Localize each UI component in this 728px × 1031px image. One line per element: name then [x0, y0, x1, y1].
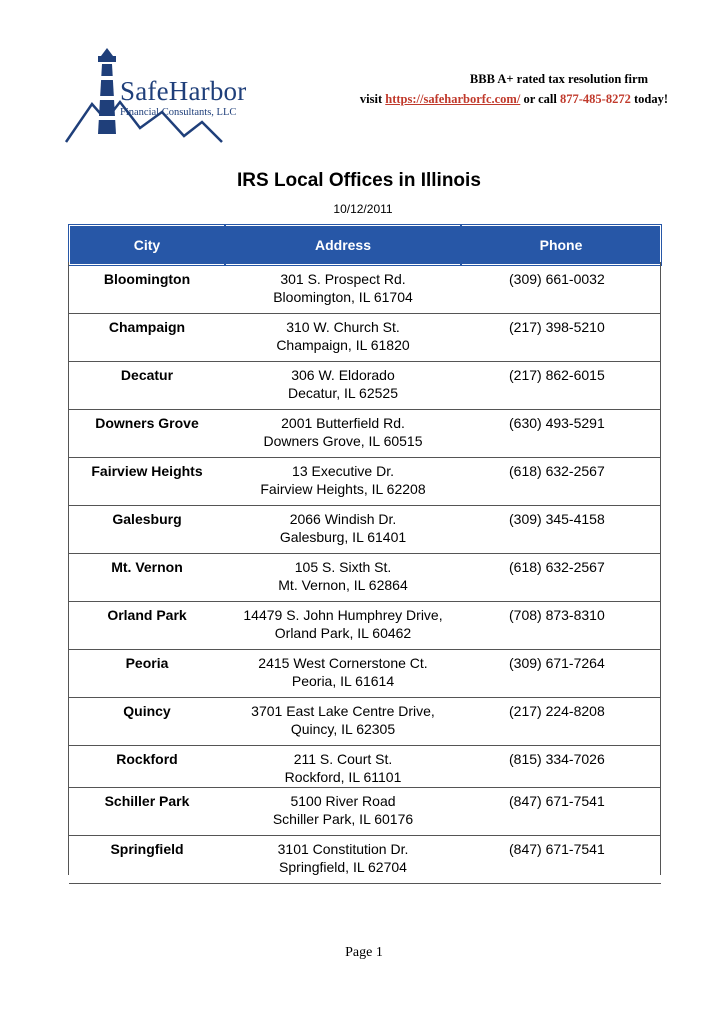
table-row: [69, 361, 661, 409]
cell-phone: (309) 671-7264: [461, 649, 661, 697]
address-line-2: Mt. Vernon, IL 62864: [278, 576, 408, 593]
table-row: [69, 835, 661, 883]
cell-city: Orland Park: [69, 601, 225, 649]
address-line-2: Downers Grove, IL 60515: [263, 432, 423, 449]
address-line-2: Quincy, IL 62305: [290, 720, 396, 737]
column-header-address: Address: [225, 225, 461, 265]
cell-phone: (708) 873-8310: [461, 601, 661, 649]
cell-address: [225, 313, 461, 361]
cell-address: [225, 265, 461, 313]
website-link[interactable]: https://safeharborfc.com/: [385, 92, 521, 106]
document-date: 10/12/2011: [333, 202, 393, 216]
table-body: [69, 265, 661, 883]
cell-address: [225, 697, 461, 745]
address-line-1: 310 W. Church St.: [286, 318, 400, 335]
address-line-2: Fairview Heights, IL 62208: [260, 480, 426, 497]
address-line-2: Peoria, IL 61614: [291, 672, 395, 689]
cell-address: [225, 505, 461, 553]
cell-address: [225, 457, 461, 505]
table-row: [69, 745, 661, 787]
cell-phone: (217) 862-6015: [461, 361, 661, 409]
cell-phone: (618) 632-2567: [461, 457, 661, 505]
address-line-1: 5100 River Road: [290, 792, 396, 809]
address-line-2: Schiller Park, IL 60176: [272, 810, 414, 827]
address-line-1: 2001 Butterfield Rd.: [281, 414, 405, 431]
cell-phone: (217) 224-8208: [461, 697, 661, 745]
cell-city: Decatur: [69, 361, 225, 409]
cell-address: [225, 835, 461, 883]
address-line-1: 2415 West Cornerstone Ct.: [258, 654, 428, 671]
address-line-2: Bloomington, IL 61704: [273, 289, 413, 305]
address-line-2: Decatur, IL 62525: [287, 384, 398, 401]
table-row: [69, 697, 661, 745]
cell-address: [225, 649, 461, 697]
offices-table: [68, 224, 662, 884]
cell-address: [225, 553, 461, 601]
table-row: [69, 409, 661, 457]
logo-name-harbor: Harbor: [168, 76, 247, 106]
address-line-1: 3101 Constitution Dr.: [277, 840, 409, 857]
logo-subtitle: Financial Consultants, LLC: [120, 107, 237, 118]
visit-prefix: visit: [359, 92, 383, 106]
table-row: [69, 787, 661, 835]
cell-phone: (630) 493-5291: [461, 409, 661, 457]
cell-phone: (309) 345-4158: [461, 505, 661, 553]
address-line-2: Galesburg, IL 61401: [279, 528, 407, 545]
table-row: [69, 505, 661, 553]
address-line-2: Orland Park, IL 60462: [274, 624, 412, 641]
table-header-row: [69, 225, 661, 265]
address-line-1: 2066 Windish Dr.: [289, 510, 397, 527]
logo-name-safe: Safe: [120, 76, 169, 106]
cell-address: [225, 787, 461, 835]
cell-city: Quincy: [69, 697, 225, 745]
cell-address: [225, 601, 461, 649]
cell-city: Fairview Heights: [69, 457, 225, 505]
table-row: [69, 553, 661, 601]
address-line-2: Rockford, IL 61101: [284, 768, 402, 785]
cell-city: Mt. Vernon: [69, 553, 225, 601]
address-line-1: 301 S. Prospect Rd.: [280, 271, 406, 287]
cell-city: Galesburg: [69, 505, 225, 553]
address-line-1: 211 S. Court St.: [293, 750, 393, 767]
cell-phone: (847) 671-7541: [461, 835, 661, 883]
cell-phone: (217) 398-5210: [461, 313, 661, 361]
address-line-1: 13 Executive Dr.: [292, 462, 394, 479]
cell-address: [225, 409, 461, 457]
header-phone: 877-485-8272: [560, 92, 631, 106]
column-header-city: City: [69, 225, 225, 265]
address-line-1: 3701 East Lake Centre Drive,: [251, 702, 435, 719]
table-row: [69, 601, 661, 649]
cell-city: Schiller Park: [69, 787, 225, 835]
cell-address: [225, 361, 461, 409]
table-row: [69, 457, 661, 505]
call-text: or call: [523, 92, 557, 106]
page-title: IRS Local Offices in Illinois: [237, 170, 481, 191]
cell-phone: (815) 334-7026: [461, 745, 661, 787]
cell-city: Champaign: [69, 313, 225, 361]
cell-phone: (309) 661-0032: [461, 265, 661, 313]
cell-city: Rockford: [69, 745, 225, 787]
cell-phone: (847) 671-7541: [461, 787, 661, 835]
table-row: [69, 649, 661, 697]
address-line-1: 14479 S. John Humphrey Drive,: [243, 606, 443, 623]
cell-city: Peoria: [69, 649, 225, 697]
header-suffix: today!: [633, 92, 668, 106]
header-contact: [200, 92, 668, 107]
address-line-2: Springfield, IL 62704: [279, 858, 407, 875]
cell-city: Springfield: [69, 835, 225, 883]
cell-city: Downers Grove: [69, 409, 225, 457]
header-rating: BBB A+ rated tax resolution firm: [469, 72, 648, 86]
page-number: Page 1: [345, 945, 383, 960]
cell-phone: (618) 632-2567: [461, 553, 661, 601]
column-header-phone: Phone: [461, 225, 661, 265]
cell-city: Bloomington: [69, 265, 225, 313]
address-line-1: 105 S. Sixth St.: [294, 558, 392, 575]
address-line-2: Champaign, IL 61820: [276, 336, 410, 353]
cell-address: [225, 745, 461, 787]
address-line-1: 306 W. Eldorado: [291, 366, 395, 383]
table-row: [69, 313, 661, 361]
table-row: [69, 265, 661, 313]
